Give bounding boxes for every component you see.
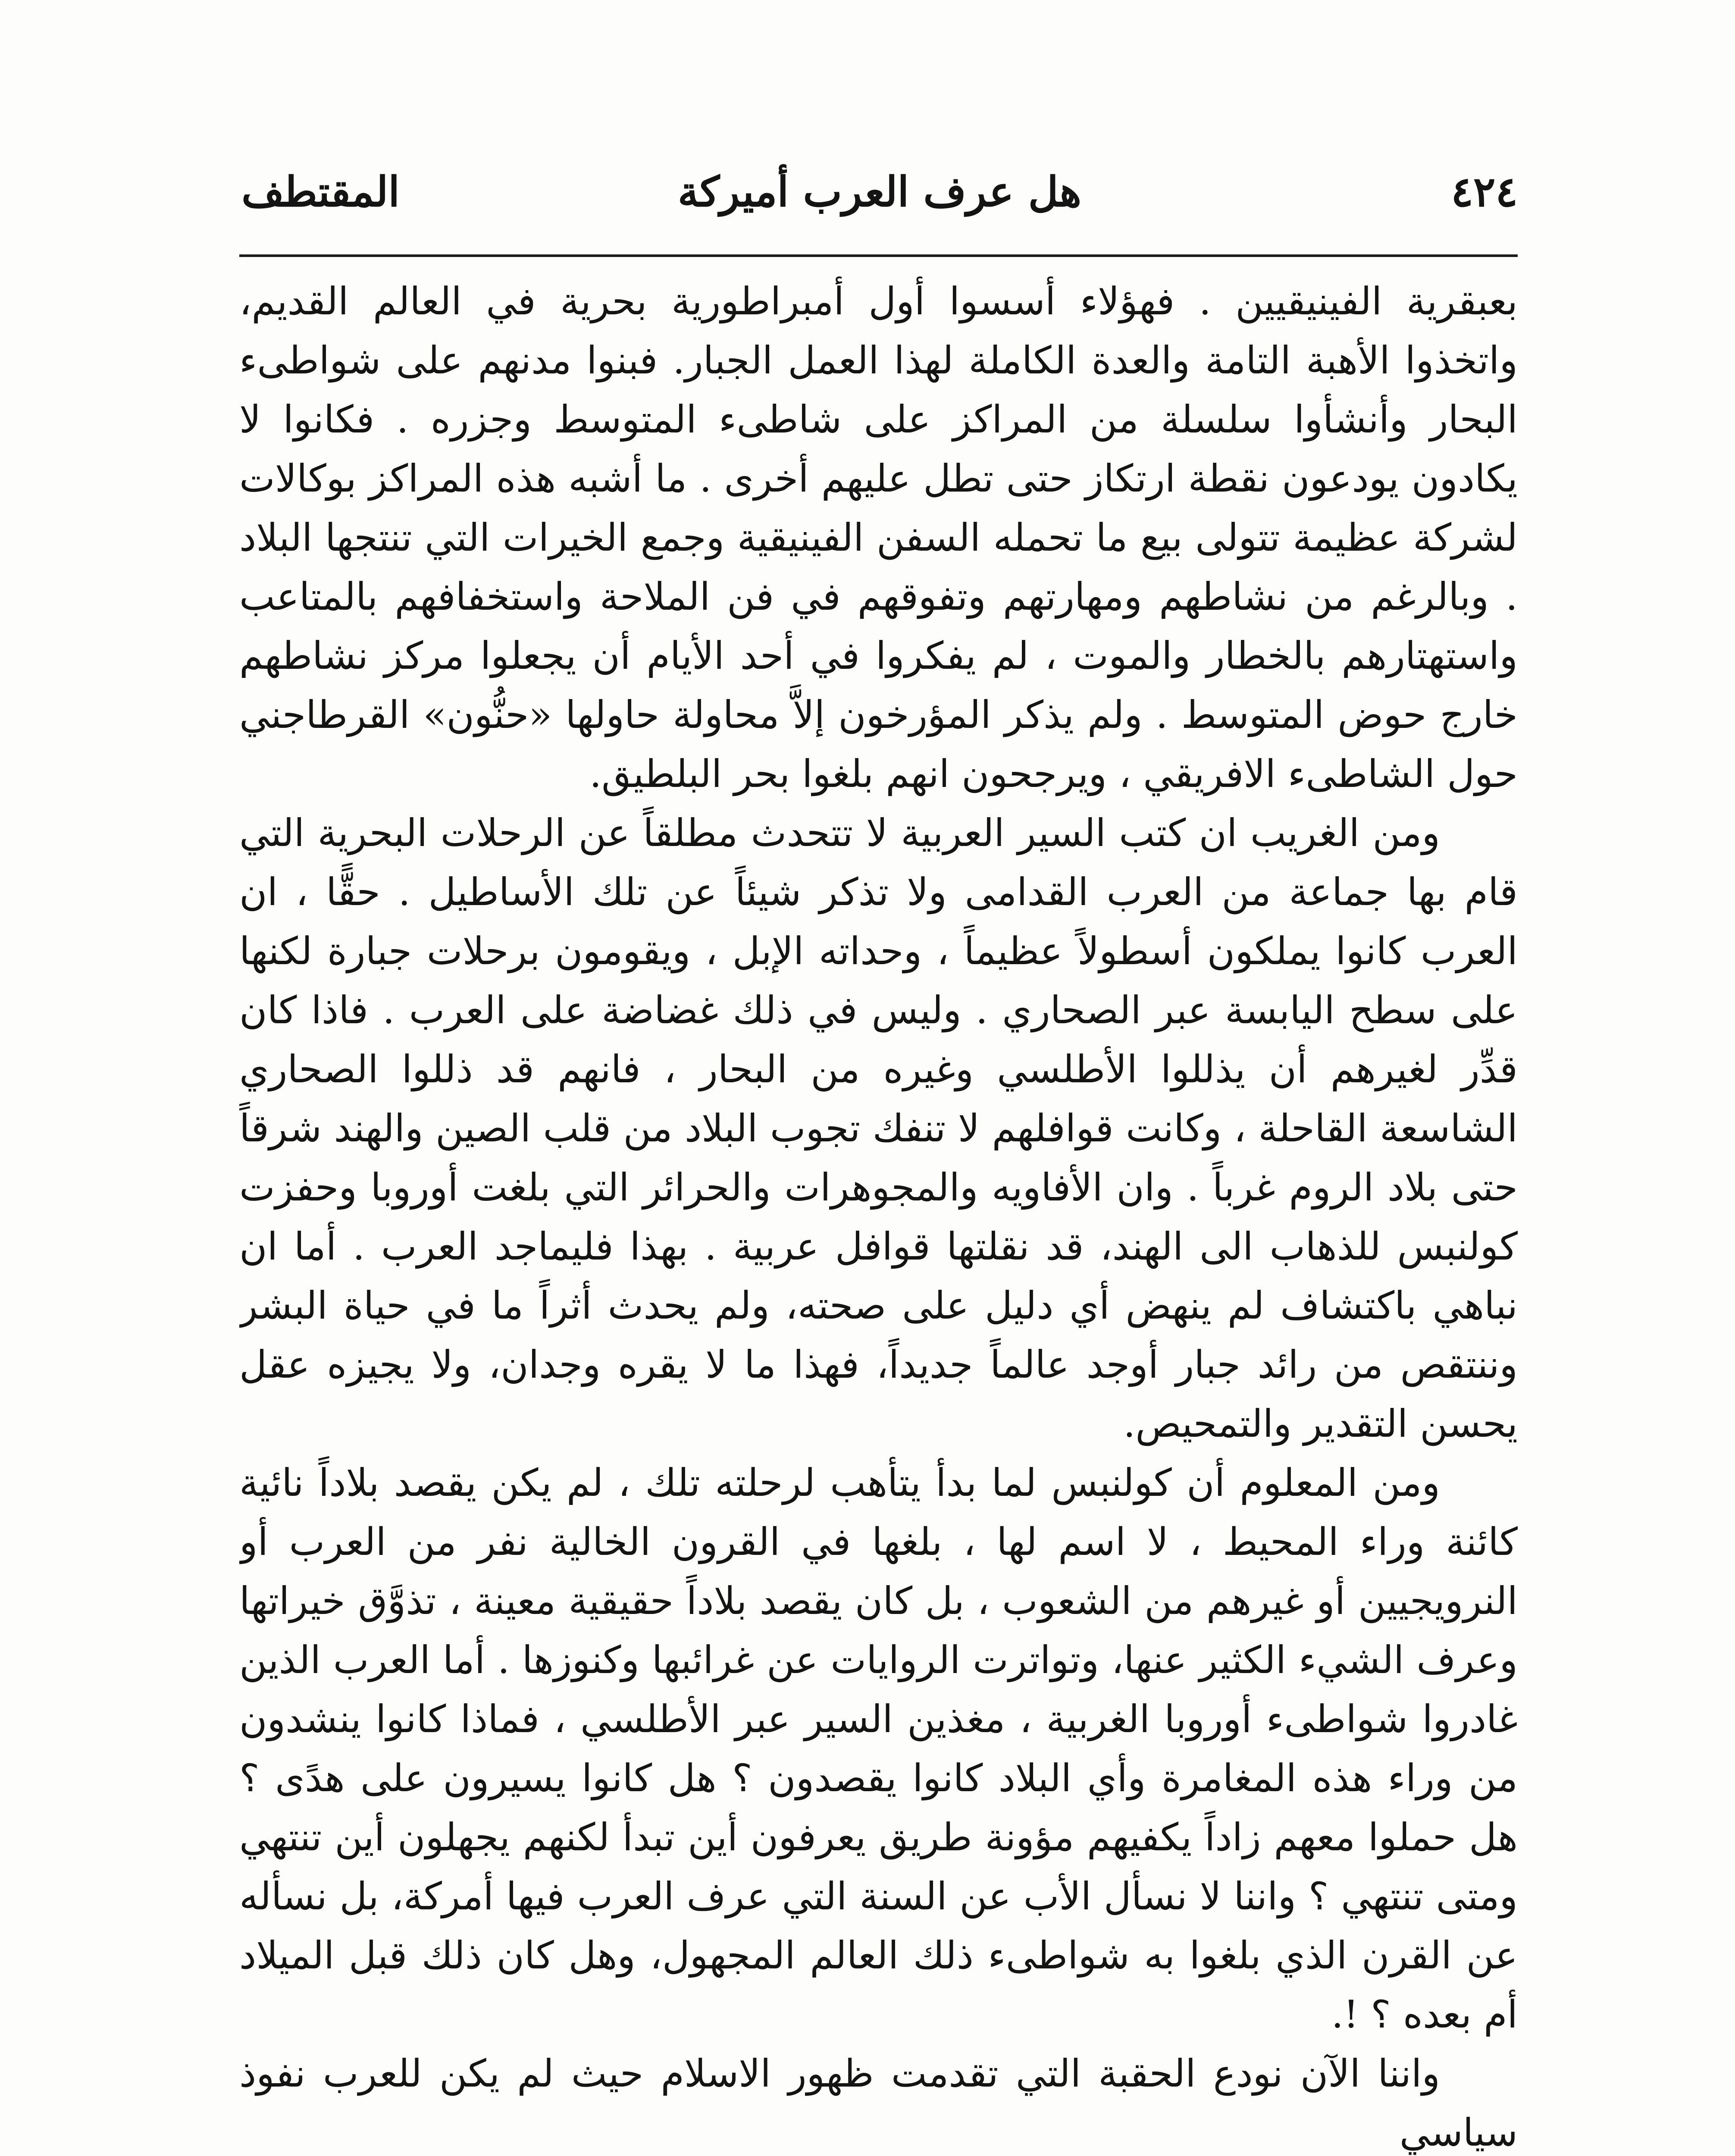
running-title: هل عرف العرب أميركة [677, 167, 1082, 216]
article-body [239, 272, 1518, 2156]
page-number: ٤٢٤ [1451, 167, 1518, 216]
paragraph-columbus: ومن المعلوم أن كولنبس لما بدأ يتأهب لرحلته تلك ، لم يكن يقصد بلاداً نائية كائنة وراء المحيط ، لا اسم لها ، بلغها في القرون الخالية نفر من العرب أو النرويجيين أو غيرهم من الشعوب ، بل كان يقصد بلاداً حقيقية معينة ، تذوَّق خيراتها وعرف الشيء الكثير عنها، وتواترت الروايات عن غرائبها وكنوزها . أما العرب الذين غادروا شواطىء أوروبا الغربية ، مغذين السير عبر الأطلسي ، فماذا كانوا ينشدون من وراء هذه المغامرة وأي البلاد كانوا يقصدون ؟ هل كانوا يسيرون على هدًى ؟ هل حملوا معهم زاداً يكفيهم مؤونة طريق يعرفون أين تبدأ لكنهم يجهلون أين تنتهي ومتى تنتهي ؟ واننا لا نسأل الأب عن السنة التي عرف العرب فيها أمركة، بل نسأله عن القرن الذي بلغوا به شواطىء ذلك العالم المجهول، وهل كان ذلك قبل الميلاد أم بعده ؟ !. [239, 1460, 1518, 2037]
paragraph-islam-era: واننا الآن نودع الحقبة التي تقدمت ظهور الاسلام حيث لم يكن للعرب نفوذ سياسي [239, 2051, 1518, 2155]
paragraph-phoenicians: بعبقرية الفينيقيين . فهؤلاء أسسوا أول أمبراطورية بحرية في العالم القديم، واتخذوا الأهبة التامة والعدة الكاملة لهذا العمل الجبار. فبنوا مدنهم على شواطىء البحار وأنشأوا سلسلة من المراكز على شاطىء المتوسط وجزره . فكانوا لا يكادون يودعون نقطة ارتكاز حتى تطل عليهم أخرى . ما أشبه هذه المراكز بوكالات لشركة عظيمة تتولى بيع ما تحمله السفن الفينيقية وجمع الخيرات التي تنتجها البلاد . وبالرغم من نشاطهم ومهارتهم وتفوقهم في فن الملاحة واستخفافهم بالمتاعب واستهتارهم بالخطار والموت ، لم يفكروا في أحد الأيام أن يجعلوا مركز نشاطهم خارج حوض المتوسط . ولم يذكر المؤرخون إلاَّ محاولة حاولها «حنُّون» القرطاجني حول الشاطىء الافريقي ، ويرجحون انهم بلغوا بحر البلطيق. [239, 279, 1518, 796]
header-divider [239, 254, 1518, 257]
journal-name: المقتطف [241, 167, 400, 216]
page-header [241, 160, 1518, 224]
paragraph-arab-caravans: ومن الغريب ان كتب السير العربية لا تتحدث مطلقاً عن الرحلات البحرية التي قام بها جماعة من العرب القدامى ولا تذكر شيئاً عن تلك الأساطيل . حقًّا ، ان العرب كانوا يملكون أسطولاً عظيماً ، وحداته الإبل ، ويقومون برحلات جبارة لكنها على سطح اليابسة عبر الصحاري . وليس في ذلك غضاضة على العرب . فاذا كان قدِّر لغيرهم أن يذللوا الأطلسي وغيره من البحار ، فانهم قد ذللوا الصحاري الشاسعة القاحلة ، وكانت قوافلهم لا تنفك تجوب البلاد من قلب الصين والهند شرقاً حتى بلاد الروم غرباً . وان الأفاويه والمجوهرات والحرائر التي بلغت أوروبا وحفزت كولنبس للذهاب الى الهند، قد نقلتها قوافل عربية . بهذا فليماجد العرب . أما ان نباهي باكتشاف لم ينهض أي دليل على صحته، ولم يحدث أثراً ما في حياة البشر وننتقص من رائد جبار أوجد عالماً جديداً، فهذا ما لا يقره وجدان، ولا يجيزه عقل يحسن التقدير والتمحيص. [239, 811, 1518, 1446]
